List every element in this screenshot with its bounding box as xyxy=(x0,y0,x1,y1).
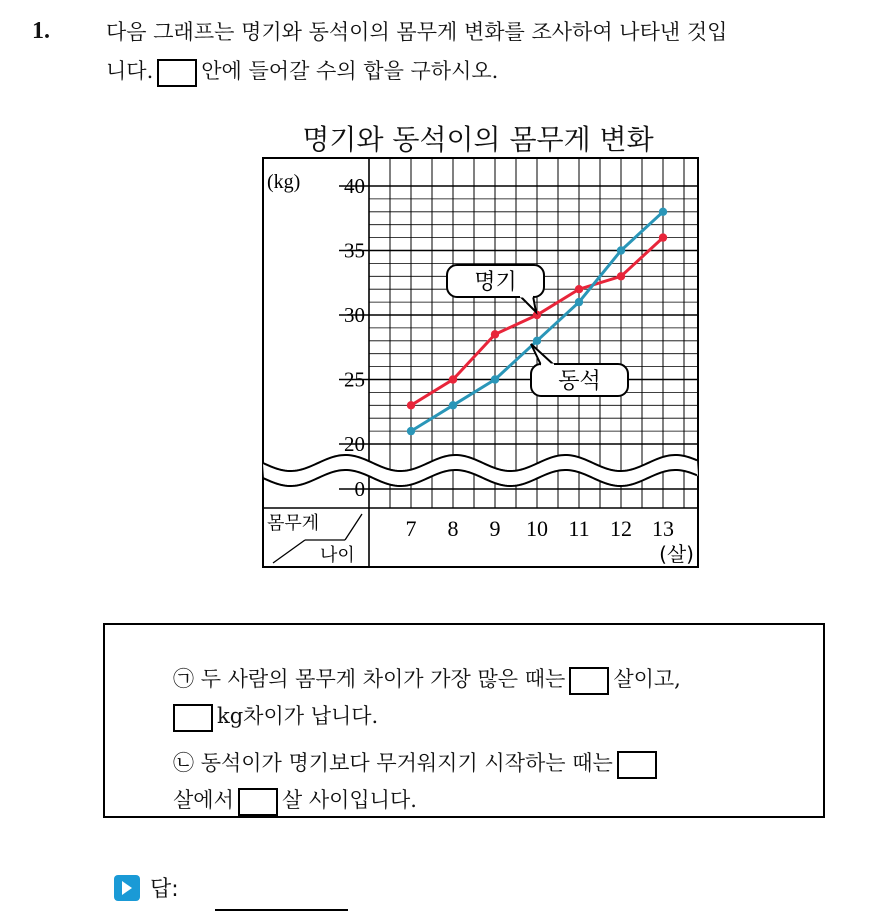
question-text-line2-start: 니다. xyxy=(106,59,154,83)
answer-row xyxy=(114,872,179,903)
corner-diagonal xyxy=(345,514,362,540)
condition-b-text1: 동석이가 명기보다 무거워지기 시작하는 때는 xyxy=(200,751,613,775)
x-axis-unit: (살) xyxy=(659,542,694,566)
corner-diagonal xyxy=(273,540,305,563)
condition-b-line1 xyxy=(173,747,661,779)
condition-a-text1: 두 사람의 몸무게 차이가 가장 많은 때는 xyxy=(200,667,566,691)
question-text-line1: 다음 그래프는 명기와 동석이의 몸무게 변화를 조사하여 나타낸 것입 xyxy=(106,20,728,44)
y-tick-label: 25 xyxy=(344,367,365,392)
condition-b-text3: 살 사이입니다. xyxy=(281,788,417,812)
x-tick-label: 11 xyxy=(568,516,590,541)
x-tick-label: 12 xyxy=(610,516,632,541)
data-point xyxy=(575,298,583,306)
data-point xyxy=(575,285,583,293)
answer-input-line[interactable] xyxy=(215,909,348,911)
data-point xyxy=(659,233,667,241)
corner-label-age: 나이 xyxy=(320,545,355,566)
corner-label-weight: 몸무게 xyxy=(267,513,320,534)
y-tick-label: 40 xyxy=(344,174,365,198)
x-tick-label: 9 xyxy=(489,516,501,541)
callout-dongseok-tail xyxy=(531,344,554,365)
data-point xyxy=(617,246,625,254)
data-point xyxy=(659,208,667,216)
blank-box-age-diff xyxy=(569,667,609,695)
condition-b-text2: 살에서 xyxy=(173,788,234,812)
condition-a-text3: kg차이가 납니다. xyxy=(217,704,379,728)
condition-a-line2 xyxy=(173,700,378,732)
data-point xyxy=(533,337,541,345)
chart-grid xyxy=(263,158,698,567)
condition-a-marker: ㉠ xyxy=(173,667,194,691)
y-tick-label: 30 xyxy=(344,303,365,327)
answer-label: 답: xyxy=(150,877,179,902)
data-point xyxy=(407,401,415,409)
x-tick-label: 8 xyxy=(447,516,459,541)
condition-b-marker: ㉡ xyxy=(173,751,194,775)
data-point xyxy=(449,401,457,409)
question-text-line2-end: 안에 들어갈 수의 합을 구하시오. xyxy=(201,59,499,83)
x-tick-label: 13 xyxy=(652,516,674,541)
data-point xyxy=(449,375,457,383)
callout-myeonggi-label: 명기 xyxy=(474,270,517,295)
y-tick-label: 35 xyxy=(344,238,365,263)
y-tick-label: 0 xyxy=(354,477,365,501)
data-point xyxy=(491,375,499,383)
chart-axis-labels xyxy=(267,171,694,566)
question-number: 1. xyxy=(32,18,50,44)
blank-box-kg-diff xyxy=(173,704,213,732)
data-point xyxy=(617,272,625,280)
condition-a-line1 xyxy=(173,663,681,695)
condition-b-line2 xyxy=(173,784,417,816)
y-tick-label: 20 xyxy=(344,432,365,456)
chart-title: 명기와 동석이의 몸무게 변화 xyxy=(302,123,654,156)
blank-box-end-age xyxy=(238,788,278,816)
blank-box-start-age xyxy=(617,751,657,779)
data-point xyxy=(407,427,415,435)
callout-dongseok-label: 동석 xyxy=(558,369,601,394)
chart-frame xyxy=(263,158,698,567)
x-tick-label: 7 xyxy=(405,516,417,541)
answer-arrow-icon xyxy=(114,875,140,901)
condition-a-text2: 살이고, xyxy=(613,667,681,691)
x-tick-label: 10 xyxy=(526,516,548,541)
callout-myeonggi-tail xyxy=(520,296,536,312)
data-point xyxy=(491,330,499,338)
y-axis-unit: (kg) xyxy=(267,171,301,193)
conditions-box xyxy=(103,623,825,818)
